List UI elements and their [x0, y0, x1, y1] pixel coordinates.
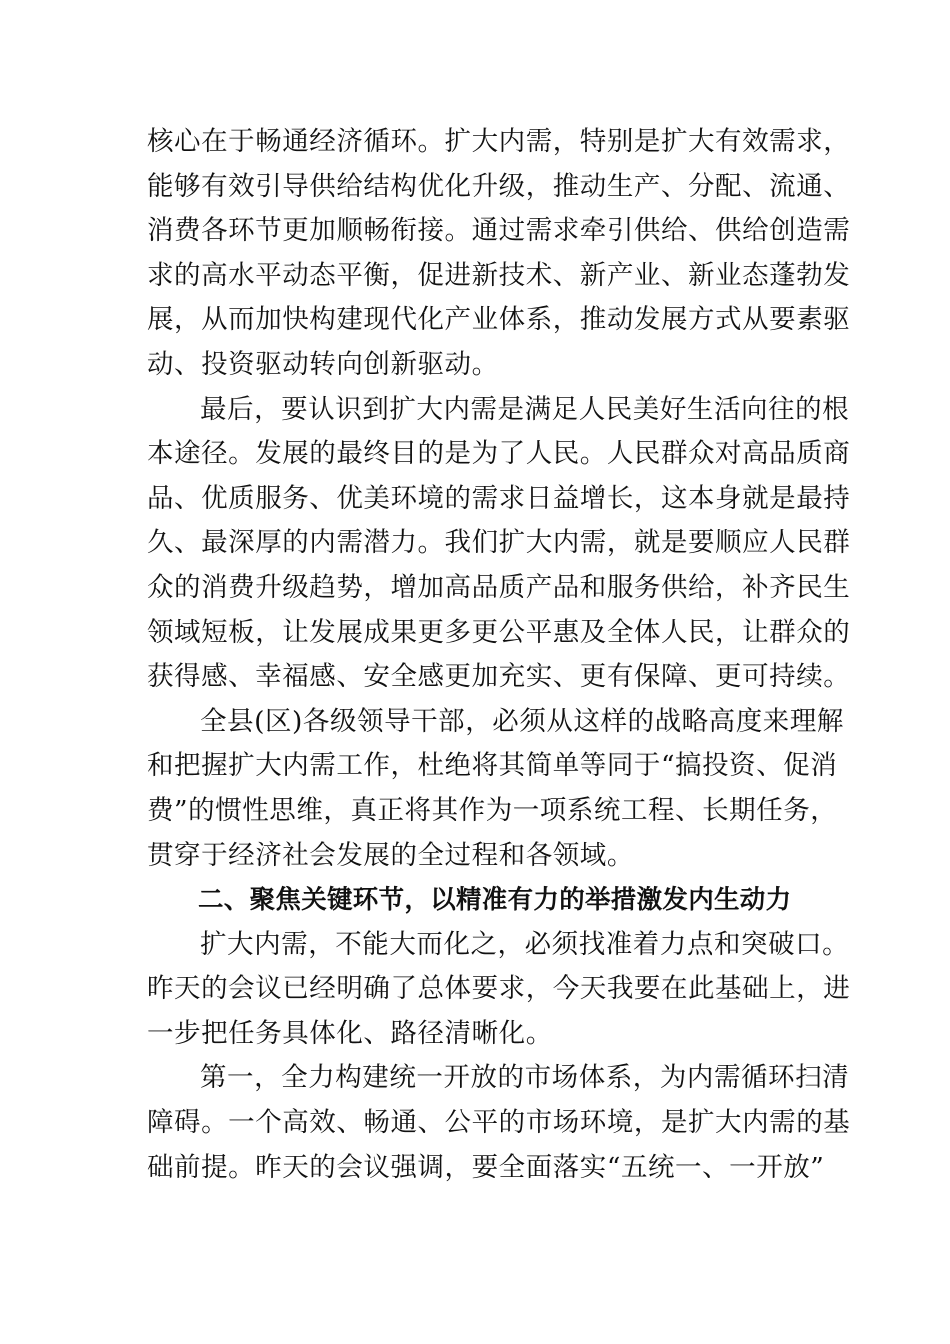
text-line: 障碍。一个高效、畅通、公平的市场环境，是扩大内需的基 [147, 1107, 851, 1139]
text-line: 昨天的会议已经明确了总体要求，今天我要在此基础上，进 [147, 973, 851, 1005]
paragraph-market-system [147, 1056, 851, 1190]
paragraph-people-needs [147, 388, 851, 700]
text-line: 展，从而加快构建现代化产业体系，推动发展方式从要素驱 [147, 304, 851, 336]
text-line: 求的高水平动态平衡，促进新技术、新产业、新业态蓬勃发 [147, 259, 851, 291]
text-line: 础前提。昨天的会议强调，要全面落实“五统一、一开放” [147, 1151, 825, 1183]
paragraph-key-points [147, 923, 851, 1057]
text-line: 最后，要认识到扩大内需是满足人民美好生活向往的根 [200, 393, 850, 425]
text-line: 核心在于畅通经济循环。扩大内需，特别是扩大有效需求， [147, 126, 851, 157]
document-body [147, 120, 851, 1190]
text-line: 品、优质服务、优美环境的需求日益增长，这本身就是最持 [147, 482, 851, 514]
text-line: 第一，全力构建统一开放的市场体系，为内需循环扫清 [200, 1062, 850, 1094]
text-line: 扩大内需，不能大而化之，必须找准着力点和突破口。 [200, 928, 850, 960]
text-line: 一步把任务具体化、路径清晰化。 [147, 1017, 553, 1049]
paragraph-leadership-cadres [147, 700, 844, 878]
text-line: 消费各环节更加顺畅衔接。通过需求牵引供给、供给创造需 [147, 215, 851, 247]
text-line: 领域短板，让发展成果更多更公平惠及全体人民，让群众的 [147, 616, 851, 648]
text-line: 久、最深厚的内需潜力。我们扩大内需，就是要顺应人民群 [147, 527, 851, 559]
text-line: 动、投资驱动转向创新驱动。 [147, 348, 499, 380]
text-line: 费”的惯性思维，真正将其作为一项系统工程、长期任务， [147, 794, 838, 826]
paragraph-economic-cycle [147, 120, 851, 388]
text-line: 全县(区)各级领导干部，必须从这样的战略高度来理解 [200, 705, 844, 737]
text-line: 本途径。发展的最终目的是为了人民。人民群众对高品质商 [147, 438, 851, 470]
text-line: 众的消费升级趋势，增加高品质产品和服务供给，补齐民生 [147, 571, 851, 603]
text-line: 获得感、幸福感、安全感更加充实、更有保障、更可持续。 [147, 661, 851, 693]
text-line: 和把握扩大内需工作，杜绝将其简单等同于“搞投资、促消 [147, 750, 838, 782]
text-line: 贯穿于经济社会发展的全过程和各领域。 [147, 839, 634, 871]
section-heading: 二、聚焦关键环节，以精准有力的举措激发内生动力 [198, 885, 792, 916]
text-line: 能够有效引导供给结构优化升级，推动生产、分配、流通、 [147, 170, 851, 202]
